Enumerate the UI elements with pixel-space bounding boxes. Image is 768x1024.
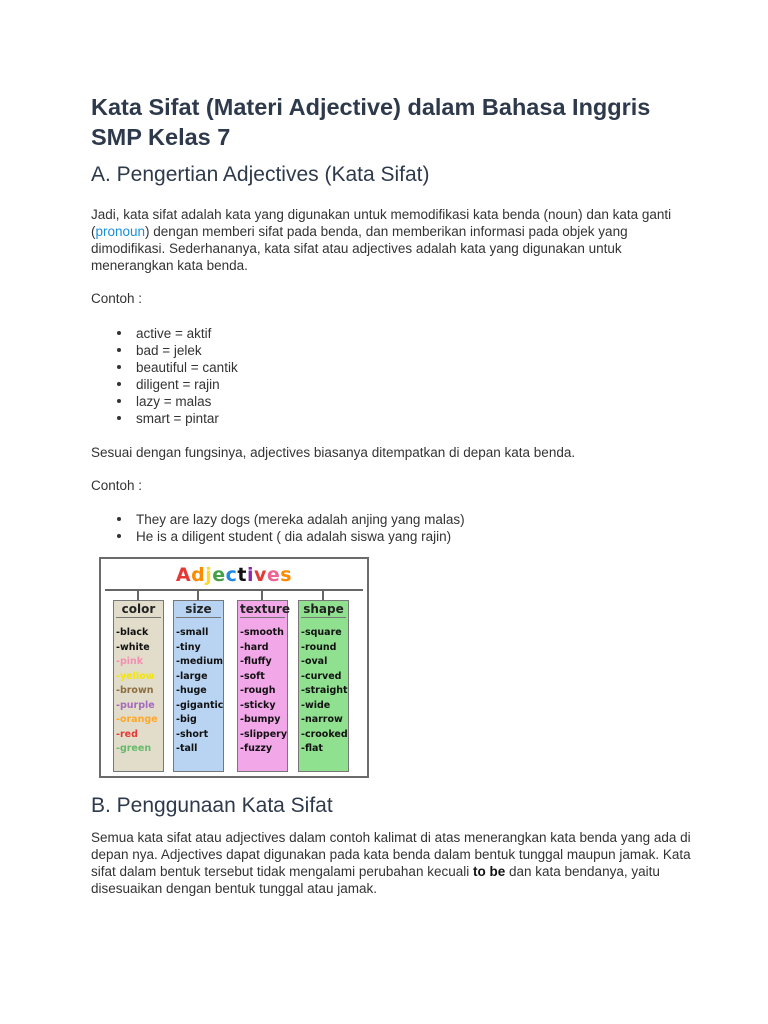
category-item: -purple <box>116 699 155 711</box>
category-item: -huge <box>176 685 207 696</box>
category-item: -square <box>301 627 342 638</box>
category-item: -orange <box>116 714 158 725</box>
column-connector <box>137 590 139 600</box>
category-header: color <box>116 601 161 618</box>
list-item: active = aktif <box>136 325 691 342</box>
title-letter: A <box>175 564 192 586</box>
category-item: -wide <box>301 699 331 711</box>
title-letter: e <box>212 564 226 586</box>
usage-text-1: Semua kata sifat atau adjectives dalam contoh kalimat di atas menerangkan kata benda yang ada di depan nya. Adjectives dapat digunakan pada kata benda dalam bentuk tunggal maupun jamak. Kata sifat dalam bentuk tersebut tidak mengalami perubahan kecuali <box>91 830 691 879</box>
category-item: -medium <box>176 656 224 667</box>
category-column-shape <box>298 600 349 772</box>
category-item: -tiny <box>176 641 201 653</box>
section-a-heading: A. Pengertian Adjectives (Kata Sifat) <box>91 163 430 186</box>
title-letter: v <box>254 564 267 586</box>
title-letter: c <box>225 564 238 586</box>
category-item: -flat <box>301 743 323 754</box>
contoh-label-1: Contoh : <box>91 291 143 306</box>
category-item: -short <box>176 728 209 740</box>
category-item: -fluffy <box>240 656 272 667</box>
category-item: -gigantic <box>176 699 224 711</box>
category-items <box>114 618 163 757</box>
category-item: -black <box>116 627 149 638</box>
category-item: -tall <box>176 743 198 754</box>
category-item: -big <box>176 714 197 725</box>
title-letter: j <box>205 564 213 586</box>
title-letter: i <box>246 564 254 586</box>
category-column-texture <box>237 600 288 772</box>
category-item: -curved <box>301 670 342 682</box>
category-item: -red <box>116 728 138 740</box>
category-header: shape <box>301 601 346 618</box>
category-item: -bumpy <box>240 714 281 725</box>
category-column-color <box>113 600 164 772</box>
column-connector <box>197 590 199 600</box>
category-item: -rough <box>240 685 276 696</box>
list-item: bad = jelek <box>136 342 691 359</box>
category-item: -yellow <box>116 670 155 682</box>
examples-list-1 <box>91 325 691 427</box>
definition-text-2: ) dengan memberi sifat pada benda, dan memberikan informasi pada objek yang dimodifikasi. Sederhananya, kata sifat atau adjectives adalah kata yang digunakan untuk menerangkan kata benda. <box>91 224 628 273</box>
category-item: -crooked <box>301 728 348 740</box>
category-item: -fuzzy <box>240 743 273 754</box>
category-item: -straight <box>301 685 348 696</box>
list-item: lazy = malas <box>136 393 691 410</box>
category-header: texture <box>240 602 290 616</box>
content-area <box>91 92 691 545</box>
title-letter: s <box>280 564 293 586</box>
list-item: beautiful = cantik <box>136 359 691 376</box>
category-item: -white <box>116 641 150 653</box>
category-items <box>299 618 348 757</box>
column-connector <box>322 590 324 600</box>
section-b-heading: B. Penggunaan Kata Sifat <box>91 794 333 817</box>
category-item: -green <box>116 743 152 754</box>
category-item: -pink <box>116 656 144 667</box>
category-item: -brown <box>116 685 154 696</box>
title-letter: t <box>237 564 247 586</box>
usage-paragraph <box>91 829 691 897</box>
page-title: Kata Sifat (Materi Adjective) dalam Bahasa Inggris SMP Kelas 7 <box>91 94 651 150</box>
category-item: -soft <box>240 670 265 682</box>
category-item: -large <box>176 670 208 682</box>
list-item: He is a diligent student ( dia adalah siswa yang rajin) <box>136 528 691 545</box>
list-item: They are lazy dogs (mereka adalah anjing yang malas) <box>136 511 691 528</box>
adjectives-chart-image <box>99 557 369 778</box>
list-item: diligent = rajin <box>136 376 691 393</box>
title-letter: e <box>266 564 281 586</box>
pronoun-link[interactable]: pronoun <box>95 224 146 239</box>
placement-paragraph: Sesuai dengan fungsinya, adjectives biasanya ditempatkan di depan kata benda. <box>91 445 576 460</box>
category-item: -slippery <box>240 728 288 740</box>
category-item: -smooth <box>240 627 284 638</box>
category-column-size <box>173 600 224 772</box>
category-item: -small <box>176 627 209 638</box>
adjectives-chart-title <box>101 564 367 586</box>
definition-text-1: Jadi, kata sifat adalah kata yang digunakan untuk memodifikasi kata benda (noun) dan kata ganti ( <box>91 207 672 239</box>
title-letter: d <box>191 564 206 586</box>
category-item: -hard <box>240 641 269 653</box>
category-item: -round <box>301 641 337 653</box>
contoh-label-2: Contoh : <box>91 478 143 493</box>
category-items <box>174 618 223 757</box>
category-item: -sticky <box>240 699 276 711</box>
column-connector <box>261 590 263 600</box>
category-header: size <box>176 601 221 618</box>
list-item: smart = pintar <box>136 410 691 427</box>
definition-paragraph <box>91 206 691 274</box>
examples-list-2 <box>91 511 691 545</box>
category-items <box>238 618 287 757</box>
usage-text-2: dan kata bendanya, yaitu disesuaikan dengan bentuk tunggal atau jamak. <box>91 864 660 896</box>
to-be-bold: to be <box>472 864 506 879</box>
chart-connector-line <box>105 589 363 591</box>
category-item: -oval <box>301 656 328 667</box>
category-item: -narrow <box>301 714 343 725</box>
